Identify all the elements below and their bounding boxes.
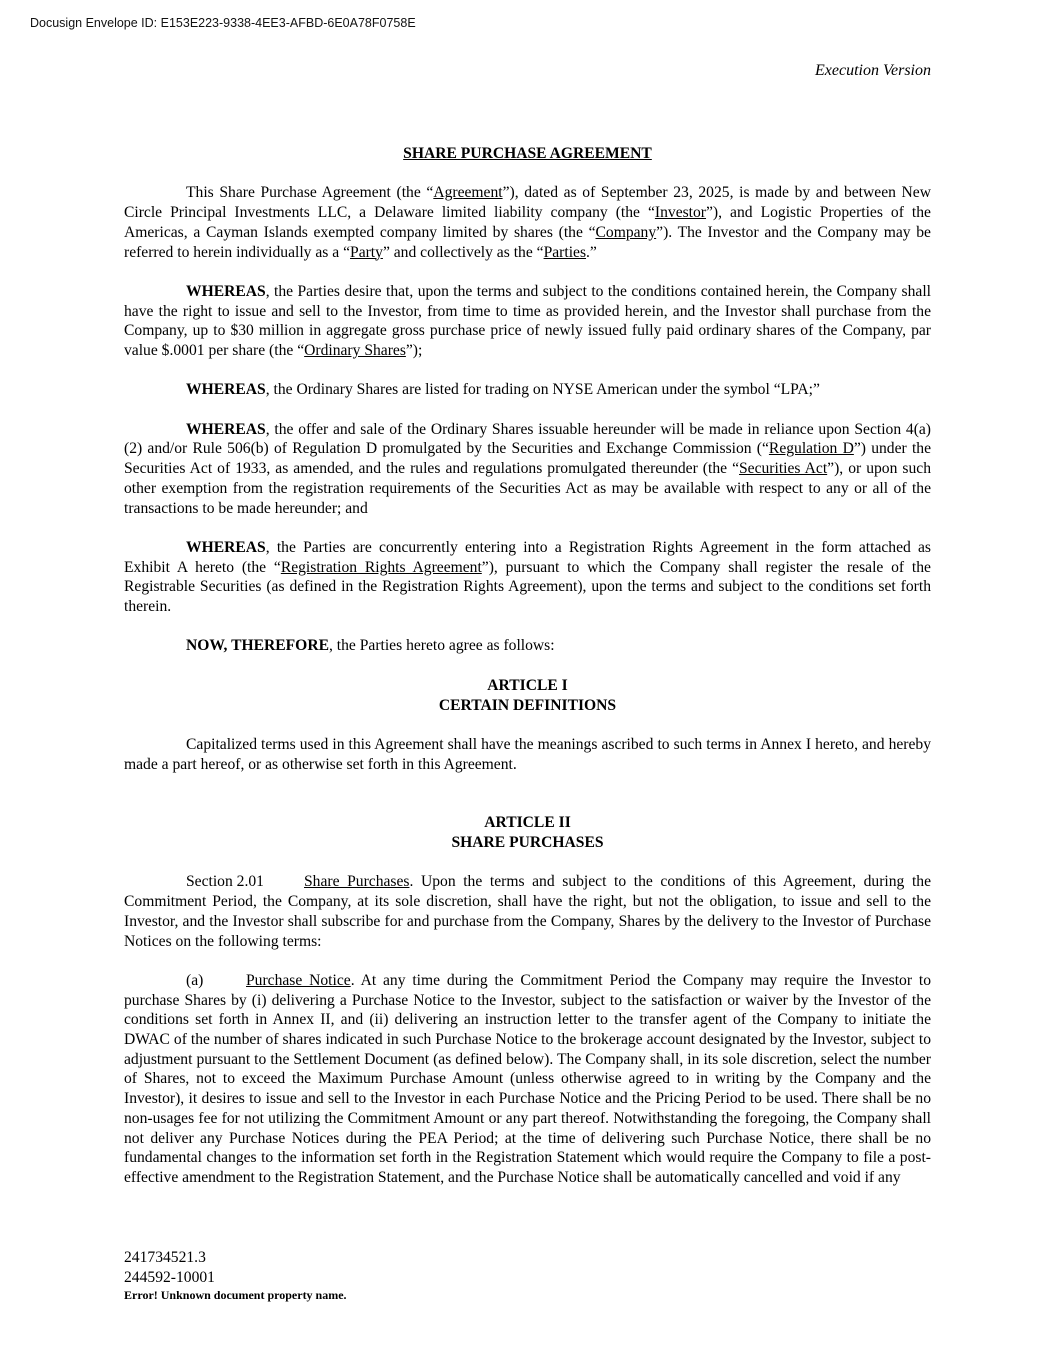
footer-matter-number: 244592-10001 (124, 1268, 215, 1286)
defined-term-registration-rights-agreement: Registration Rights Agreement (280, 558, 482, 576)
clause-a-paragraph: (a) Purchase Notice. At any time during the Commitment Period the Company may require the Investor to purchase Shares by (i) delivering a Purchase Notice to the Investor, subject to the satisfaction or waiver by the Investor of the conditions set forth in Annex II, and (ii) delivering an instruction letter to the transfer agent of the Company to initiate the DWAC of the number of shares indicated in such Purchase Notice to the brokerage account designated by the Investor, subject to adjustment pursuant to the Settlement Document (as defined below). The Company shall, in its sole discretion, select the number of Shares, not to exceed the Maximum Purchase Amount (unless otherwise agreed to in writing by the Company and the Investor), it desires to issue and sell to the Investor in each Purchase Notice and the Pricing Period to be used. There shall be no non-usages fee for not utilizing the Commitment Amount or any part thereof. Notwithstanding the foregoing, the Company shall not deliver any Purchase Notices during the PEA Period; at the time of delivering such Purchase Notice, there shall be no fundamental changes to the information set forth in the Registration Statement which would require the Company to file a post-effective amendment to the Registration Statement, and the Purchase Notice shall be automatically cancelled and void if any (124, 971, 932, 1186)
intro-paragraph: This Share Purchase Agreement (the “Agreement”), dated as of September 23, 2025, is made by and between New Circle Principal Investments LLC, a Delaware limited liability company (the “Investor”), and Logistic Properties of the Americas, a Cayman Islands exempted company limited by shares (the “Company”). The Investor and the Company may be referred to herein individually as a “Party” and collectively as the “Parties.” (124, 184, 931, 261)
defined-term-investor: Investor (654, 204, 707, 222)
article-1-number: ARTICLE I (487, 676, 568, 694)
now-therefore-paragraph: NOW, THEREFORE, the Parties hereto agree as follows: (186, 637, 555, 655)
article-1-heading (124, 676, 931, 715)
document-footer (124, 1248, 347, 1303)
article-2-number: ARTICLE II (484, 814, 571, 832)
footer-doc-number: 241734521.3 (124, 1249, 206, 1266)
section-number: Section 2.01 (186, 873, 264, 891)
whereas-paragraph-3: WHEREAS, the offer and sale of the Ordinary Shares issuable hereunder will be made in reliance upon Section 4(a)(2) and/or Rule 506(b) of Regulation D promulgated by the Securities and Exchange Commission (“Regulation D”) under the Securities Act of 1933, as amended, and the rules and regulations promulgated thereunder (the “Securities Act”), or upon such other exemption from the registration requirements of the Securities Act as may be available with respect to any or all of the transactions to be made hereunder; and (124, 420, 932, 517)
whereas-paragraph-1: WHEREAS, the Parties desire that, upon the terms and subject to the conditions contained herein, the Company shall have the right to issue and sell to the Investor, from time to time as provided herein, and the Investor shall purchase from the Company, up to $30 million in aggregate gross purchase price of newly issued fully paid ordinary shares of the Company, par value $.0001 per share (the “Ordinary Shares”); (124, 282, 931, 359)
footer-error-text: Error! Unknown document property name. (124, 1288, 347, 1303)
execution-version-label: Execution Version (815, 62, 931, 79)
clause-caption: Purchase Notice (246, 971, 351, 989)
article-2-heading (124, 813, 931, 852)
section-caption: Share Purchases (304, 873, 410, 891)
defined-term-regulation-d: Regulation D (768, 440, 854, 458)
article-1-text: Capitalized terms used in this Agreement shall have the meanings ascribed to such terms in Annex I hereto, and hereby made a part hereof, or as otherwise set forth in this Agreement. (124, 735, 931, 773)
clause-number: (a) (186, 971, 204, 989)
document-body (124, 144, 931, 1207)
defined-term-company: Company (595, 223, 657, 241)
whereas-paragraph-2: WHEREAS, the Ordinary Shares are listed for trading on NYSE American under the symbol “LPA;” (186, 381, 820, 399)
defined-term-party: Party (350, 243, 383, 261)
docusign-envelope-id: Docusign Envelope ID: E153E223-9338-4EE3-AFBD-6E0A78F0758E (30, 16, 416, 30)
defined-term-securities-act: Securities Act (739, 460, 828, 478)
article-2-title: SHARE PURCHASES (451, 834, 604, 852)
article-1-title: CERTAIN DEFINITIONS (438, 696, 617, 714)
section-2-01-paragraph: Section 2.01 Share Purchases. Upon the terms and subject to the conditions of this Agreement, during the Commitment Period, the Company, at its sole discretion, shall have the right, but not the obligation, to issue and sell to the Investor, and the Investor shall subscribe for and purchase from the Company, Shares by the delivery to the Investor of Purchase Notices on the following terms: (124, 873, 931, 950)
defined-term-agreement: Agreement (433, 184, 503, 202)
defined-term-ordinary-shares: Ordinary Shares (304, 342, 406, 359)
defined-term-parties: Parties (543, 243, 587, 261)
document-title: SHARE PURCHASE AGREEMENT (403, 145, 652, 162)
whereas-paragraph-4: WHEREAS, the Parties are concurrently entering into a Registration Rights Agreement in the form attached as Exhibit A hereto (the “Registration Rights Agreement”), pursuant to which the Company shall register the resale of the Registrable Securities (as defined in the Registration Rights Agreement), upon the terms and subject to the conditions set forth therein. (124, 538, 931, 616)
